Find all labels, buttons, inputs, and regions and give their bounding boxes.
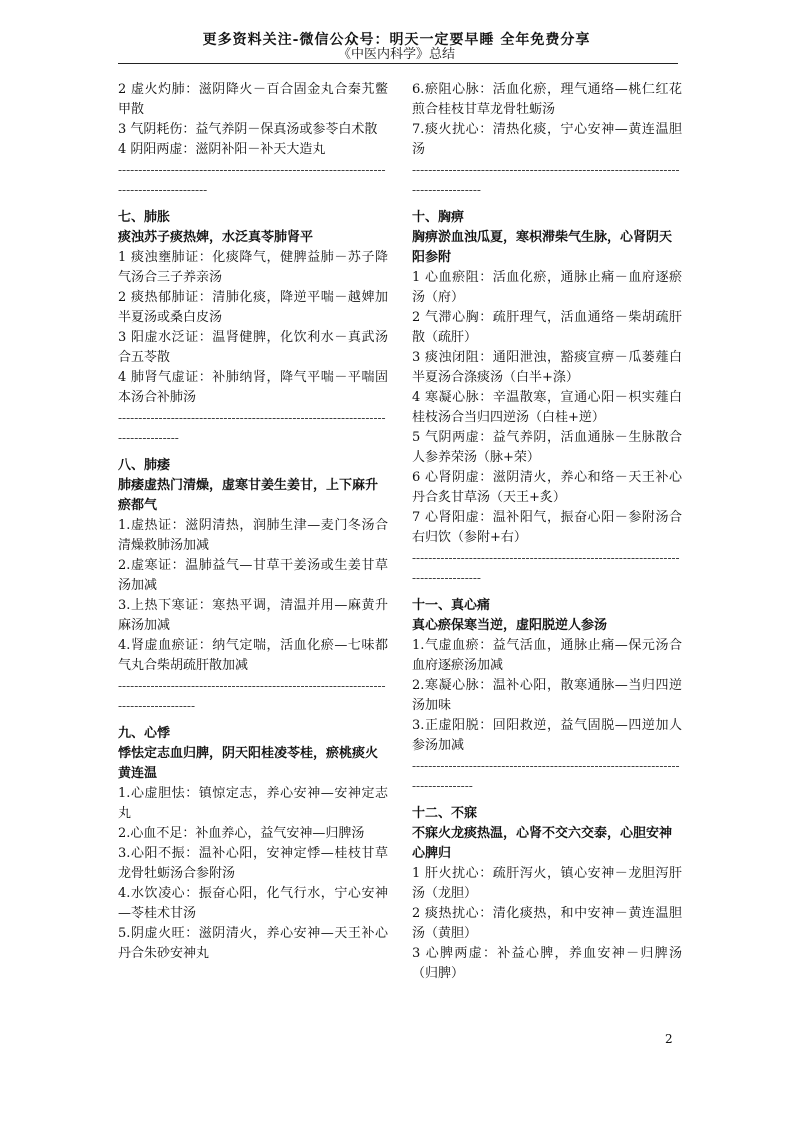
mnemonic: 肺痿虚热门清燥，虚寒甘姜生姜甘，上下麻升瘀都气 — [118, 478, 379, 513]
list-item: 4 寒凝心脉：辛温散寒，宣通心阳－枳实薤白桂枝汤合当归四逆汤（白桂+逆） — [412, 390, 682, 425]
list-item: 6.瘀阻心脉：活血化瘀，理气通络—桃仁红花煎合桂枝甘草龙骨牡蛎汤 — [412, 82, 682, 117]
mnemonic: 胸痹淤血浊瓜夏，寒枳滞柴气生脉，心肾阴天阳参附 — [412, 230, 673, 265]
header-promo: 更多资料关注-微信公众号：明天一定要早睡 全年免费分享 — [202, 32, 591, 48]
list-item: 2 痰热扰心：清化痰热，和中安神－黄连温胆汤（黄胆） — [412, 906, 682, 941]
section-title-xinji: 九、心悸 — [118, 726, 171, 741]
list-item: 3 痰浊闭阻：通阳泄浊，豁痰宣痹－瓜蒌薤白半夏汤合涤痰汤（白半+涤） — [412, 350, 682, 385]
list-item: 1.气虚血瘀：益气活血，通脉止痛—保元汤合血府逐瘀汤加减 — [412, 638, 682, 673]
list-item: 1 肝火扰心：疏肝泻火，镇心安神－龙胆泻肝汤（龙胆） — [412, 866, 682, 901]
list-item: 1.虚热证：滋阴清热，润肺生津—麦门冬汤合清燥救肺汤加减 — [118, 518, 388, 553]
list-item: 3 气阴耗伤：益气养阴－保真汤或参苓白术散 — [118, 122, 378, 137]
list-item: 2.寒凝心脉：温补心阳，散寒通脉—当归四逆汤加味 — [412, 678, 682, 713]
section-title-bumei: 十二、不寐 — [412, 806, 478, 821]
list-item: 1.心虚胆怯：镇惊定志，养心安神—安神定志丸 — [118, 786, 388, 821]
mnemonic: 不寐火龙痰热温，心肾不交六交泰，心胆安神心脾归 — [412, 826, 673, 861]
list-item: 1 痰浊壅肺证：化痰降气，健脾益肺－苏子降气汤合三子养亲汤 — [118, 250, 388, 285]
list-item: 3.上热下寒证：寒热平调，清温并用—麻黄升麻汤加减 — [118, 598, 388, 633]
list-item: 7.痰火扰心：清热化痰，宁心安神—黄连温胆汤 — [412, 122, 682, 157]
list-item: 1 心血瘀阻：活血化瘀，通脉止痛－血府逐瘀汤（府） — [412, 270, 682, 305]
mnemonic: 真心瘀保寒当逆，虚阳脱逆人参汤 — [412, 618, 608, 633]
section-divider: ------------------------------------------------------------------------------------- — [118, 679, 386, 713]
list-item: 3.正虚阳脱：回阳救逆，益气固脱—四逆加人参汤加减 — [412, 718, 682, 753]
section-divider: ----------------------------------------------------------------------------------- — [412, 551, 680, 585]
section-title-feiwei: 八、肺痿 — [118, 458, 171, 473]
section-divider: ---------------------------------------------------------------------------------------- — [118, 163, 386, 197]
list-item: 3 心脾两虚：补益心脾，养血安神－归脾汤（归脾） — [412, 946, 682, 981]
list-item: 5.阴虚火旺：滋阴清火，养心安神—天王补心丹合朱砂安神丸 — [118, 926, 388, 961]
page-header — [0, 32, 793, 62]
section-title-xiongbi: 十、胸痹 — [412, 210, 465, 225]
list-item: 4.水饮凌心：振奋心阳，化气行水，宁心安神—苓桂术甘汤 — [118, 886, 388, 921]
page-number: 2 — [665, 1032, 673, 1046]
section-title-feizhang: 七、肺胀 — [118, 210, 171, 225]
section-divider: --------------------------------------------------------------------------------- — [118, 411, 386, 445]
right-column — [412, 80, 682, 984]
list-item: 4 阴阳两虚：滋阴补阳－补天大造丸 — [118, 142, 326, 157]
section-title-zhenxintong: 十一、真心痛 — [412, 598, 491, 613]
list-item: 3.心阳不振：温补心阳，安神定悸—桂枝甘草龙骨牡蛎汤合参附汤 — [118, 846, 388, 881]
list-item: 2 痰热郁肺证：清肺化痰，降逆平喘－越婢加半夏汤或桑白皮汤 — [118, 290, 388, 325]
list-item: 3 阳虚水泛证：温肾健脾，化饮利水－真武汤合五苓散 — [118, 330, 388, 365]
mnemonic: 悸怯定志血归脾，阴天阳桂凌苓桂，瘀桃痰火黄连温 — [118, 746, 379, 781]
section-divider: ----------------------------------------------------------------------------------- — [412, 163, 680, 197]
list-item: 4.肾虚血瘀证：纳气定喘，活血化瘀—七味都气丸合柴胡疏肝散加减 — [118, 638, 388, 673]
left-column — [118, 80, 388, 964]
list-item: 2 虚火灼肺：滋阴降火－百合固金丸合秦艽鳖甲散 — [118, 82, 388, 117]
header-rule — [118, 63, 678, 64]
mnemonic: 痰浊苏子痰热婢，水泛真苓肺肾平 — [118, 230, 314, 245]
header-subtitle: 《中医内科学》总结 — [337, 47, 455, 62]
list-item: 2 气滞心胸：疏肝理气，活血通络－柴胡疏肝散（疏肝） — [412, 310, 682, 345]
list-item: 2.心血不足：补血养心，益气安神—归脾汤 — [118, 826, 365, 841]
list-item: 6 心肾阴虚：滋阴清火，养心和络－天王补心丹合炙甘草汤（天王+炙） — [412, 470, 682, 505]
section-divider: --------------------------------------------------------------------------------- — [412, 759, 680, 793]
list-item: 2.虚寒证：温肺益气—甘草干姜汤或生姜甘草汤加减 — [118, 558, 388, 593]
list-item: 4 肺肾气虚证：补肺纳肾，降气平喘－平喘固本汤合补肺汤 — [118, 370, 388, 405]
list-item: 7 心肾阳虚：温补阳气，振奋心阳－参附汤合右归饮（参附+右） — [412, 510, 682, 545]
list-item: 5 气阴两虚：益气养阴，活血通脉－生脉散合人参养荣汤（脉+荣） — [412, 430, 682, 465]
